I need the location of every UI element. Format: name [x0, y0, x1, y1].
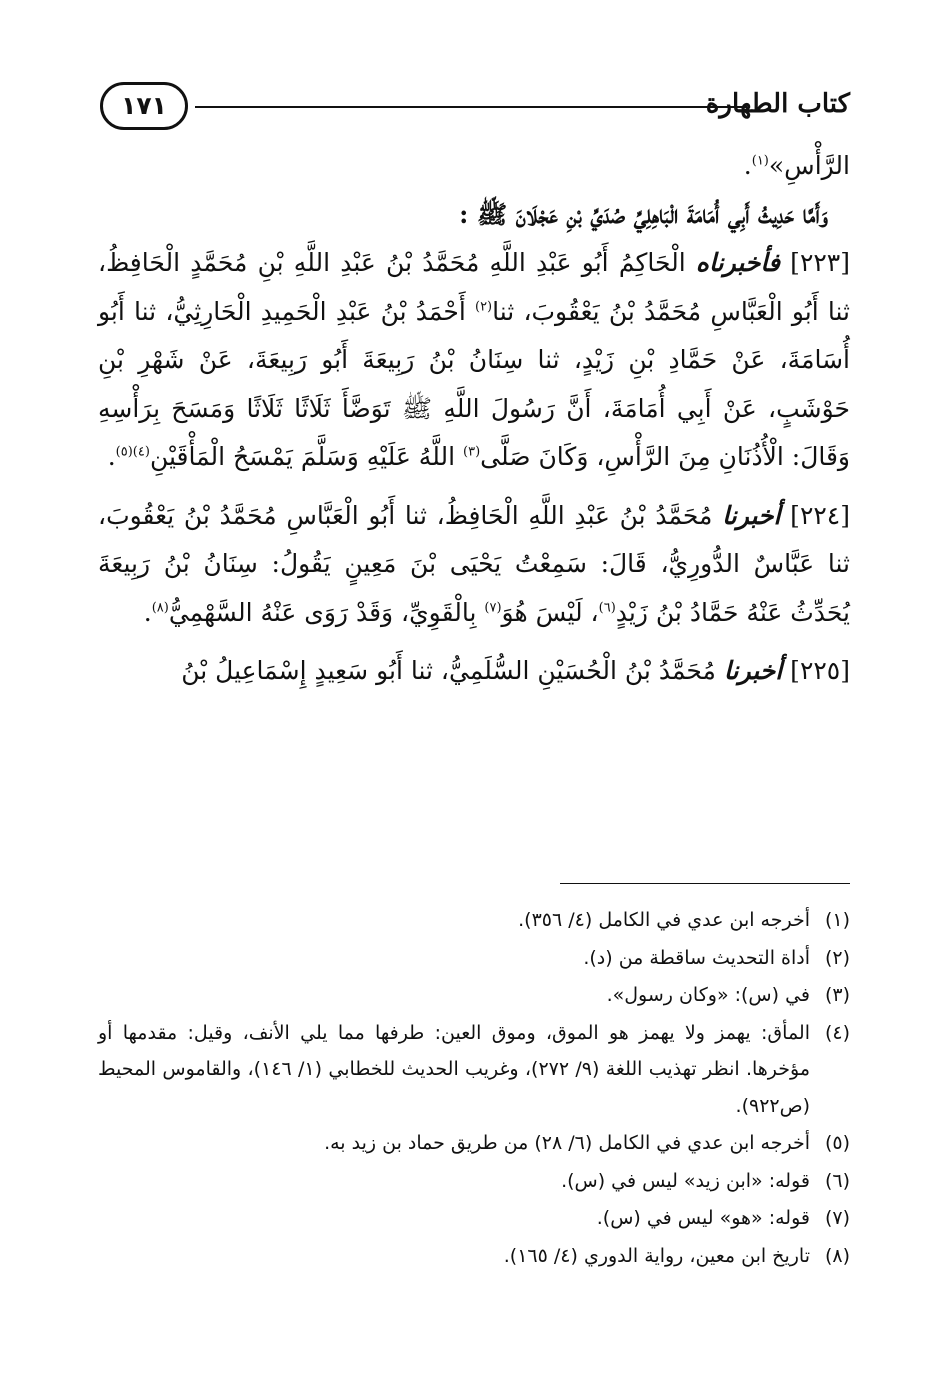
hadith-224 [98, 492, 850, 638]
opening-line-text: الرَّأْسِ» [768, 151, 850, 180]
footnote-item [98, 1163, 850, 1200]
hadith-225 [98, 647, 850, 696]
hadith-text: مُحَمَّدُ بْنُ الْحُسَيْنِ السُّلَمِيُّ، ثنا أَبُو سَعِيدٍ إِسْمَاعِيلُ بْنُ [181, 656, 716, 685]
footnote-separator [560, 883, 850, 884]
footnote-ref-4-5[interactable]: (٤)(٥) [115, 444, 150, 460]
footnote-number: (١) [824, 909, 850, 931]
footnote-item [98, 1238, 850, 1275]
opening-line [98, 142, 850, 191]
hadith-end: . [143, 597, 152, 627]
hadith-text: اللَّهُ عَلَيْهِ وَسَلَّمَ يَمْسَحُ الْمَأْقَيْنِ [149, 442, 456, 471]
footnote-text: أداة التحديث ساقطة من (د). [583, 946, 810, 969]
footnotes [98, 902, 850, 1275]
footnote-text: قوله: «هو» ليس في (س). [596, 1207, 810, 1229]
footnote-item [98, 902, 850, 939]
footnote-ref-8[interactable]: (٨) [151, 600, 169, 616]
hadith-end: . [107, 442, 116, 471]
footnote-text: قوله: «ابن زيد» ليس في (س). [561, 1169, 810, 1192]
transmission-keyword: أخبرنا [723, 656, 783, 685]
footnote-number: (٢) [824, 946, 850, 969]
footnote-text: تاريخ ابن معين، رواية الدوري (٤/ ١٦٥). [503, 1244, 810, 1267]
hadith-text: الْحَاكِمُ أَبُو عَبْدِ اللَّهِ مُحَمَّدُ بْنُ عَبْدِ اللَّهِ بْنِ مُحَمَّدٍ الْحَافِظُ، ثنا أَبُو الْعَبَّاسِ مُحَمَّدُ بْنُ يَعْقُوبَ، ثنا [98, 248, 850, 326]
hadith-text: ، لَيْسَ هُوَ [501, 597, 599, 627]
footnote-ref-7[interactable]: (٧) [484, 600, 502, 616]
footnote-ref-3[interactable]: (٣) [463, 444, 481, 460]
footnote-number: (٤) [824, 1021, 850, 1044]
section-heading: وَأَمَّا حَدِيثُ أَبِي أُمَامَةَ الْبَاهِلِيِّ صُدَيِّ بْنِ عَجْلَانَ ﷺ : [459, 199, 828, 229]
header-rule [195, 106, 747, 108]
opening-line-end: . [743, 151, 752, 180]
footnote-text: المأق: يهمز ولا يهمز هو الموق، وموق العين: طرفها مما يلي الأنف، وقيل: مقدمها أو مؤخرها. انظر تهذيب اللغة (٩/ ٢٧٢)، وغريب الحديث للخطابي (١/ ١٤٦)، والقاموس المحيط (ص٩٢٢). [98, 1021, 811, 1117]
hadith-text: مُحَمَّدُ بْنُ عَبْدِ اللَّهِ الْحَافِظُ، ثنا أَبُو الْعَبَّاسِ مُحَمَّدُ بْنُ يَعْقُوبَ، ثنا عَبَّاسٌ الدُّورِيُّ، قَالَ: سَمِعْتُ يَحْيَى بْنَ مَعِينٍ يَقُولُ: سِنَانُ بْنُ رَبِيعَةَ يُحَدِّثُ عَنْهُ حَمَّادُ بْنُ زَيْدٍ [98, 500, 850, 627]
footnote-ref-6[interactable]: (٦) [598, 600, 616, 616]
footnote-number: (٣) [824, 984, 850, 1006]
footnote-text: أخرجه ابن عدي في الكامل (٤/ ٣٥٦). [518, 909, 810, 931]
footnote-item [98, 977, 850, 1014]
footnote-item [98, 1200, 850, 1237]
footnote-number: (٦) [824, 1169, 850, 1192]
hadith-223 [98, 239, 850, 482]
footnote-text: أخرجه ابن عدي في الكامل (٦/ ٢٨) من طريق حماد بن زيد به. [324, 1132, 810, 1154]
footnote-number: (٧) [824, 1207, 850, 1229]
page-number: ١٧١ [100, 82, 188, 130]
hadith-text: أَحْمَدُ بْنُ عَبْدِ الْحَمِيدِ الْحَارِثِيُّ، ثنا أَبُو أُسَامَةَ، عَنْ حَمَّادِ بْنِ زَيْدٍ، ثنا سِنَانُ بْنُ رَبِيعَةَ أَبُو رَبِيعَةَ، عَنْ شَهْرِ بْنِ حَوْشَبٍ، عَنْ أَبِي أُمَامَةَ، أَنَّ رَسُولَ اللَّهِ ﷺ تَوَضَّأَ ثَلَاثًا ثَلَاثًا وَمَسَحَ بِرَأْسِهِ وَقَالَ: الْأُذُنَانِ مِنَ الرَّأْسِ، وَكَانَ صَلَّى [98, 296, 850, 471]
hadith-text: بِالْقَوِيِّ، وَقَدْ رَوَى عَنْهُ السَّهْمِيُّ [168, 597, 477, 627]
hadith-number: [٢٢٣] [790, 248, 850, 277]
footnote-item [98, 1125, 850, 1162]
main-text [98, 142, 850, 696]
hadith-number: [٢٢٥] [790, 656, 850, 685]
footnote-text: في (س): «وكان رسول». [606, 984, 810, 1006]
footnote-number: (٥) [824, 1132, 850, 1154]
footnote-item [98, 1015, 850, 1125]
footnote-number: (٨) [824, 1244, 850, 1267]
footnote-ref-2[interactable]: (٢) [474, 299, 493, 315]
transmission-keyword: أخبرنا [722, 500, 781, 530]
transmission-keyword: فأخبرناه [695, 248, 780, 277]
footnote-ref-1[interactable]: (١) [751, 153, 769, 169]
running-title: كتاب الطهارة [705, 89, 850, 119]
hadith-number: [٢٢٤] [790, 500, 850, 530]
footnote-item [98, 940, 850, 977]
